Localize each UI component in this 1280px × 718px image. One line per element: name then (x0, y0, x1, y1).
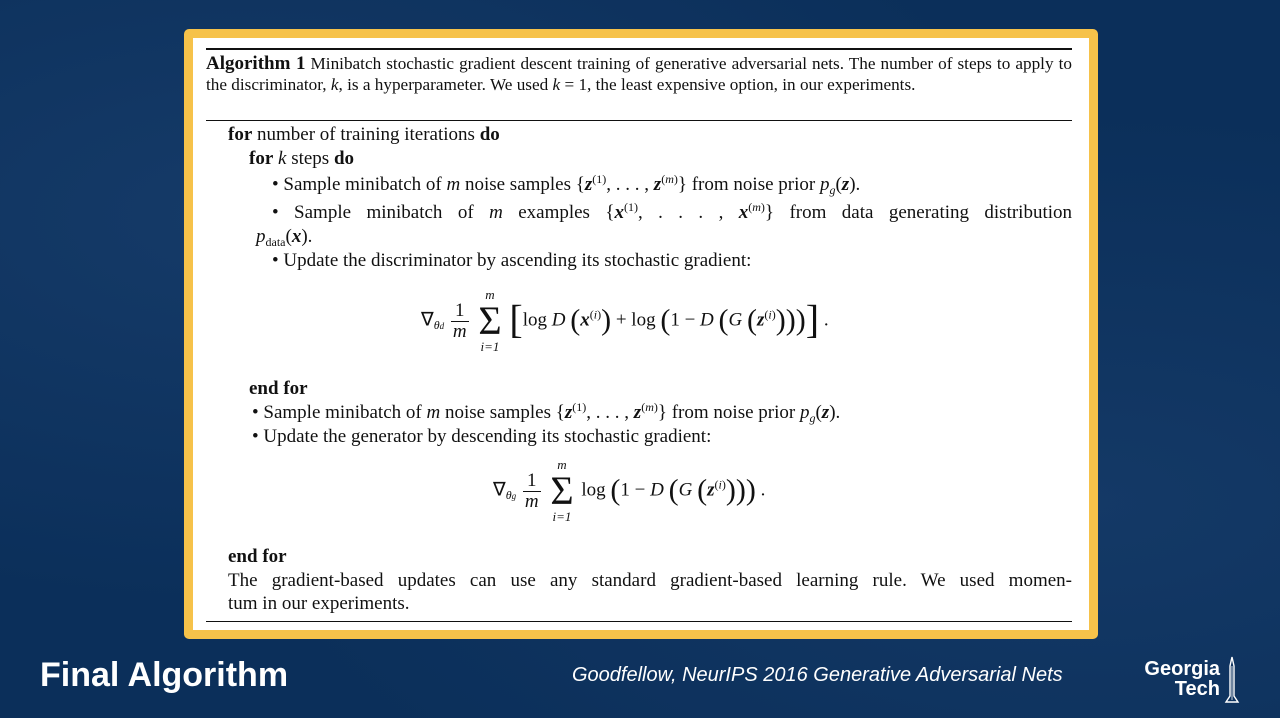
algorithm-frame (184, 29, 1098, 639)
line-for-outer: for number of training iterations do (228, 124, 500, 145)
algorithm-block (206, 48, 1072, 622)
algorithm-label: Algorithm 1 (206, 53, 306, 74)
georgia-tech-logo (1128, 658, 1248, 704)
slide-title: Final Algorithm (40, 656, 289, 694)
footer-line-1: The gradient-based updates can use any standard gradient-based learning rule. We used momen- (228, 570, 1072, 591)
line-end-for-inner: end for (249, 378, 308, 399)
logo-line-georgia: Georgia (1144, 658, 1220, 680)
line-d-data-sample: • Sample minibatch of m examples {$x^{(1)}$, . . . , $x^{(m)}$} from data generating distribution (272, 200, 1073, 223)
algorithm-paper (193, 38, 1089, 630)
line-for-inner: for k steps do (249, 148, 355, 169)
citation: Goodfellow, NeurIPS 2016 Generative Adversarial Nets (572, 664, 1063, 686)
line-g-update: • Update the generator by descending its stochastic gradient: (252, 426, 712, 447)
line-d-update: • Update the discriminator by ascending its stochastic gradient: (272, 250, 752, 271)
equation-generator: $\nabla_{\theta g}$ $\frac{1}{m}$ m Σ i=1 log (1 − D (G $(z^{(i)})$)) . (493, 457, 766, 524)
caption-rule (206, 120, 1072, 121)
algorithm-caption: Algorithm 1 Minibatch stochastic gradient descent training of generative adversarial nets. The number of steps to apply to the discriminator, k, is a hyperparameter. We used k = 1, the least expensive option, in our experiments. (206, 53, 1072, 94)
line-end-for-outer: end for (228, 546, 287, 567)
footer-line-2: tum in our experiments. (228, 593, 410, 614)
line-d-data-dist: $p_{data}(x)$. (256, 226, 313, 249)
top-rule (206, 48, 1072, 50)
tech-tower-icon (1224, 656, 1240, 704)
line-d-noise-sample: • Sample minibatch of m noise samples {$z^{(1)}$, . . . , $z^{(m)}$} from noise prior $p_g(z)$. (272, 172, 861, 197)
line-g-noise-sample: • Sample minibatch of m noise samples {$z^{(1)}$, . . . , $z^{(m)}$} from noise prior $p_g(z)$. (252, 400, 841, 425)
equation-discriminator: $\nabla_{\theta d}$ $\frac{1}{m}$ m Σ i=1 [log D $(x^{(i)}) + \log (1 - D$ (G $(z^{(i)})$))] . (421, 287, 829, 354)
logo-line-tech: Tech (1174, 678, 1220, 700)
bottom-rule (206, 621, 1072, 622)
